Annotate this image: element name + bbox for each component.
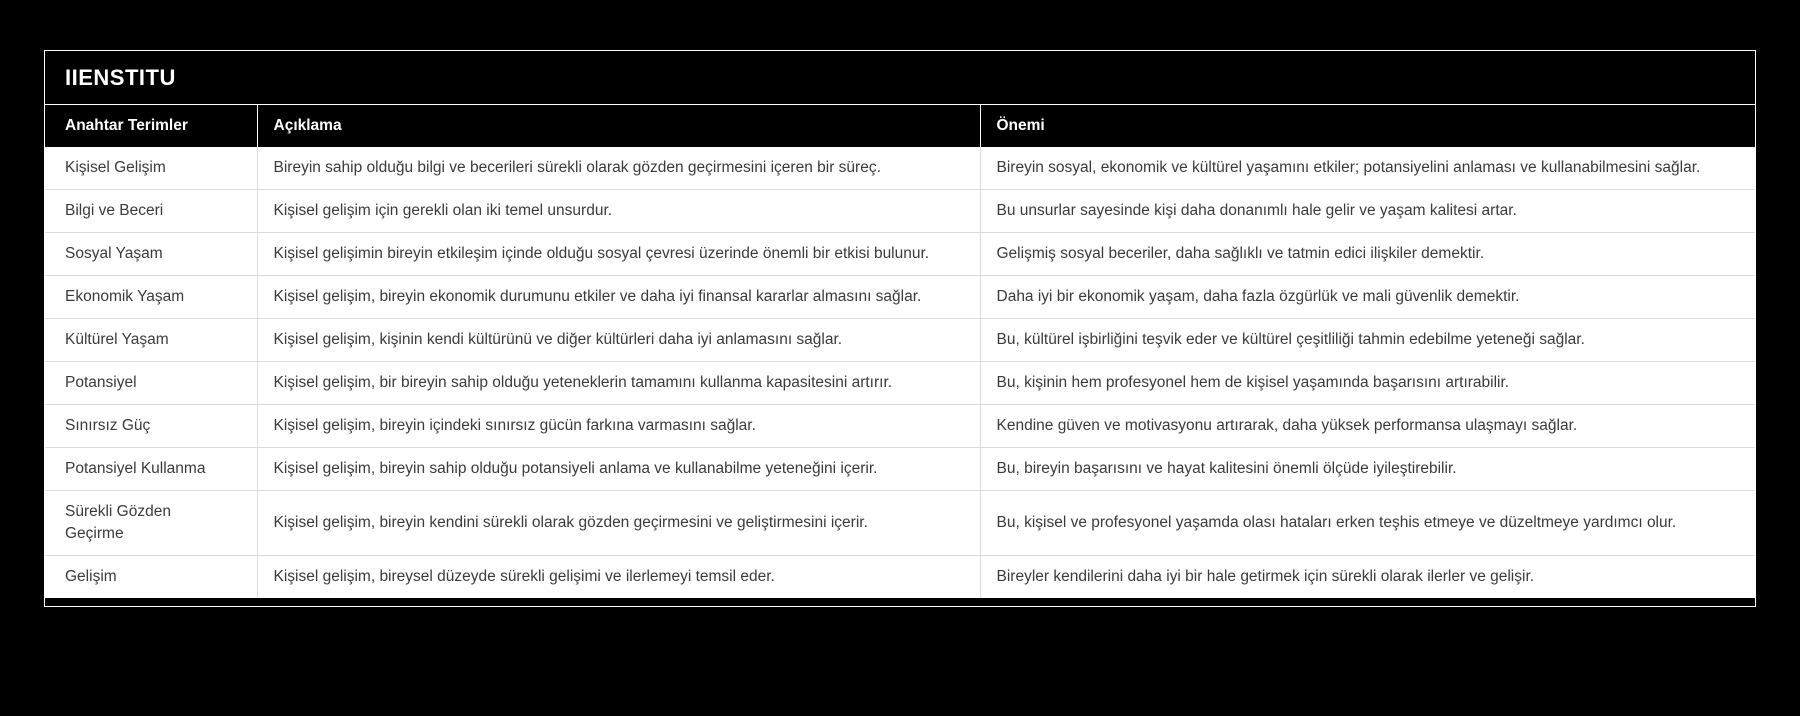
description-cell: Bireyin sahip olduğu bilgi ve becerileri sürekli olarak gözden geçirmesini içeren bir süreç. [257,147,980,190]
term-cell: Bilgi ve Beceri [45,190,257,233]
column-header-anahtar-terimler: Anahtar Terimler [45,105,257,147]
term-cell: Potansiyel Kullanma [45,448,257,491]
term-cell: Potansiyel [45,362,257,405]
importance-cell: Bu, kültürel işbirliğini teşvik eder ve kültürel çeşitliliği tahmin edebilme yeteneği sağlar. [980,319,1755,362]
table-row [45,276,1755,319]
column-header-onemi: Önemi [980,105,1755,147]
description-cell: Kişisel gelişim, bir bireyin sahip olduğu yeteneklerin tamamını kullanma kapasitesini artırır. [257,362,980,405]
term-cell: Kültürel Yaşam [45,319,257,362]
importance-cell: Bu, bireyin başarısını ve hayat kalitesini önemli ölçüde iyileştirebilir. [980,448,1755,491]
term-cell: Gelişim [45,556,257,599]
page-title: IIENSTITU [65,64,176,90]
term-cell: Ekonomik Yaşam [45,276,257,319]
column-header-aciklama: Açıklama [257,105,980,147]
table-row [45,405,1755,448]
term-cell: Sosyal Yaşam [45,233,257,276]
table-row [45,448,1755,491]
table-row [45,233,1755,276]
table-row [45,190,1755,233]
description-cell: Kişisel gelişim, bireyin kendini sürekli olarak gözden geçirmesini ve geliştirmesini içerir. [257,491,980,556]
term-cell: Kişisel Gelişim [45,147,257,190]
description-cell: Kişisel gelişim, bireysel düzeyde sürekli gelişimi ve ilerlemeyi temsil eder. [257,556,980,599]
description-cell: Kişisel gelişim, bireyin içindeki sınırsız gücün farkına varmasını sağlar. [257,405,980,448]
importance-cell: Bireyin sosyal, ekonomik ve kültürel yaşamını etkiler; potansiyelini anlaması ve kullanabilmesini sağlar. [980,147,1755,190]
description-cell: Kişisel gelişim için gerekli olan iki temel unsurdur. [257,190,980,233]
title-bar [45,51,1755,105]
description-cell: Kişisel gelişim, bireyin ekonomik durumunu etkiler ve daha iyi finansal kararlar almasını sağlar. [257,276,980,319]
importance-cell: Bu unsurlar sayesinde kişi daha donanımlı hale gelir ve yaşam kalitesi artar. [980,190,1755,233]
importance-cell: Kendine güven ve motivasyonu artırarak, daha yüksek performansa ulaşmayı sağlar. [980,405,1755,448]
description-cell: Kişisel gelişim, kişinin kendi kültürünü ve diğer kültürleri daha iyi anlamasını sağlar. [257,319,980,362]
table-row [45,491,1755,556]
term-cell: Sınırsız Güç [45,405,257,448]
table-row [45,556,1755,599]
table-row [45,362,1755,405]
table-row [45,319,1755,362]
term-cell: Sürekli Gözden Geçirme [45,491,257,556]
importance-cell: Bu, kişisel ve profesyonel yaşamda olası hataları erken teşhis etmeye ve düzeltmeye yardımcı olur. [980,491,1755,556]
importance-cell: Daha iyi bir ekonomik yaşam, daha fazla özgürlük ve mali güvenlik demektir. [980,276,1755,319]
header-row [45,105,1755,147]
importance-cell: Bireyler kendilerini daha iyi bir hale getirmek için sürekli olarak ilerler ve gelişir. [980,556,1755,599]
importance-cell: Bu, kişinin hem profesyonel hem de kişisel yaşamında başarısını artırabilir. [980,362,1755,405]
terms-table [45,105,1755,598]
description-cell: Kişisel gelişimin bireyin etkileşim içinde olduğu sosyal çevresi üzerinde önemli bir etkisi bulunur. [257,233,980,276]
table-body [45,147,1755,598]
table-header [45,105,1755,147]
terms-table-card [44,50,1756,607]
description-cell: Kişisel gelişim, bireyin sahip olduğu potansiyeli anlama ve kullanabilme yeteneğini içerir. [257,448,980,491]
table-row [45,147,1755,190]
importance-cell: Gelişmiş sosyal beceriler, daha sağlıklı ve tatmin edici ilişkiler demektir. [980,233,1755,276]
